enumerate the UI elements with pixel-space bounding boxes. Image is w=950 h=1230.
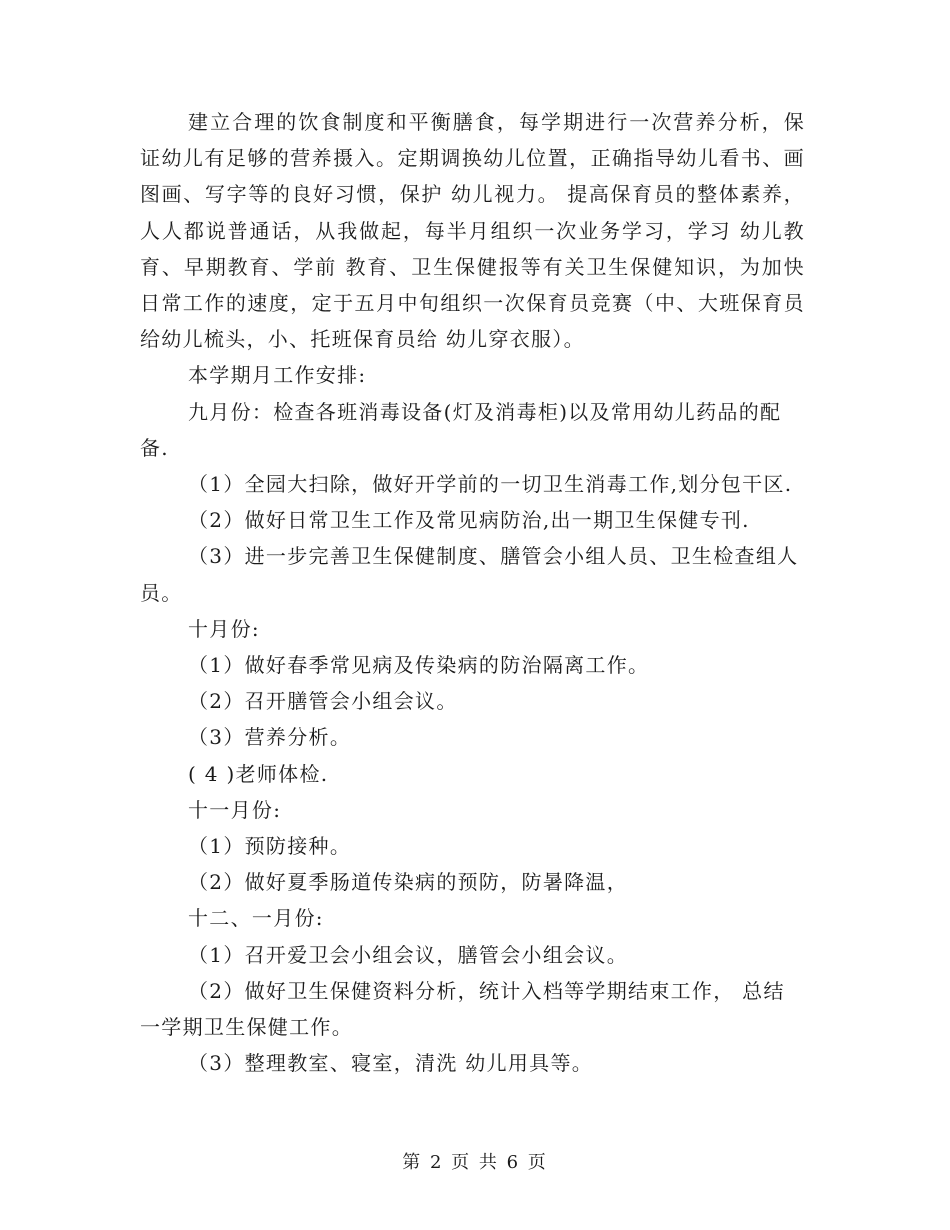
document-body	[140, 104, 805, 1081]
november-item-2: （2）做好夏季肠道传染病的预防，防暑降温，	[188, 870, 629, 895]
november-item-1: （1）预防接种。	[188, 834, 352, 859]
dec-jan-item-3: （3）整理教室、寝室，清洗 幼儿用具等。	[188, 1051, 594, 1076]
october-item-3: （3）营养分析。	[188, 725, 352, 750]
september-item-2: （2）做好日常卫生工作及常见病防治,出一期卫生保健专刊.	[188, 508, 750, 533]
dec-jan-item-1: （1）召开爱卫会小组会议，膳管会小组会议。	[188, 942, 629, 967]
september-heading: 九月份：检查各班消毒设备(灯及消毒柜)以及常用幼儿药品的配备.	[140, 399, 782, 460]
november-heading: 十一月份:	[188, 797, 282, 822]
october-item-4: ( 4 )老师体检.	[188, 761, 329, 786]
dec-jan-heading: 十二、一月份:	[188, 906, 324, 931]
october-item-1: （1）做好春季常见病及传染病的防治隔离工作。	[188, 653, 650, 678]
page-number-label: 第 2 页 共 6 页	[402, 1152, 548, 1173]
schedule-heading: 本学期月工作安排:	[188, 363, 367, 388]
dec-jan-item-2: （2）做好卫生保健资料分析，统计入档等学期结束工作， 总结一学期卫生保健工作。	[140, 978, 785, 1040]
september-item-3: （3）进一步完善卫生保健制度、膳管会小组人员、卫生检查组人员。	[140, 544, 799, 605]
october-item-2: （2）召开膳管会小组会议。	[188, 689, 458, 714]
september-item-1: （1）全园大扫除，做好开学前的一切卫生消毒工作,划分包干区.	[188, 472, 793, 497]
intro-paragraph: 建立合理的饮食制度和平衡膳食，每学期进行一次营养分析，保证幼儿有足够的营养摄入。定期调换幼儿位置，正确指导幼儿看书、画图画、写字等的良好习惯，保护 幼儿视力。 提高保育员的整体素养，人人都说普通话，从我做起，每半月组织一次业务学习，学习 幼儿教育、早期教育、学前 教育、卫生保健报等有关卫生保健知识，为加快日常工作的速度，定于五月中旬组织一次保育员竞赛（中、大班保育员给幼儿梳头，小、托班保育员给 幼儿穿衣服）。	[140, 110, 805, 352]
october-heading: 十月份:	[188, 616, 260, 641]
page-footer	[0, 1148, 950, 1174]
